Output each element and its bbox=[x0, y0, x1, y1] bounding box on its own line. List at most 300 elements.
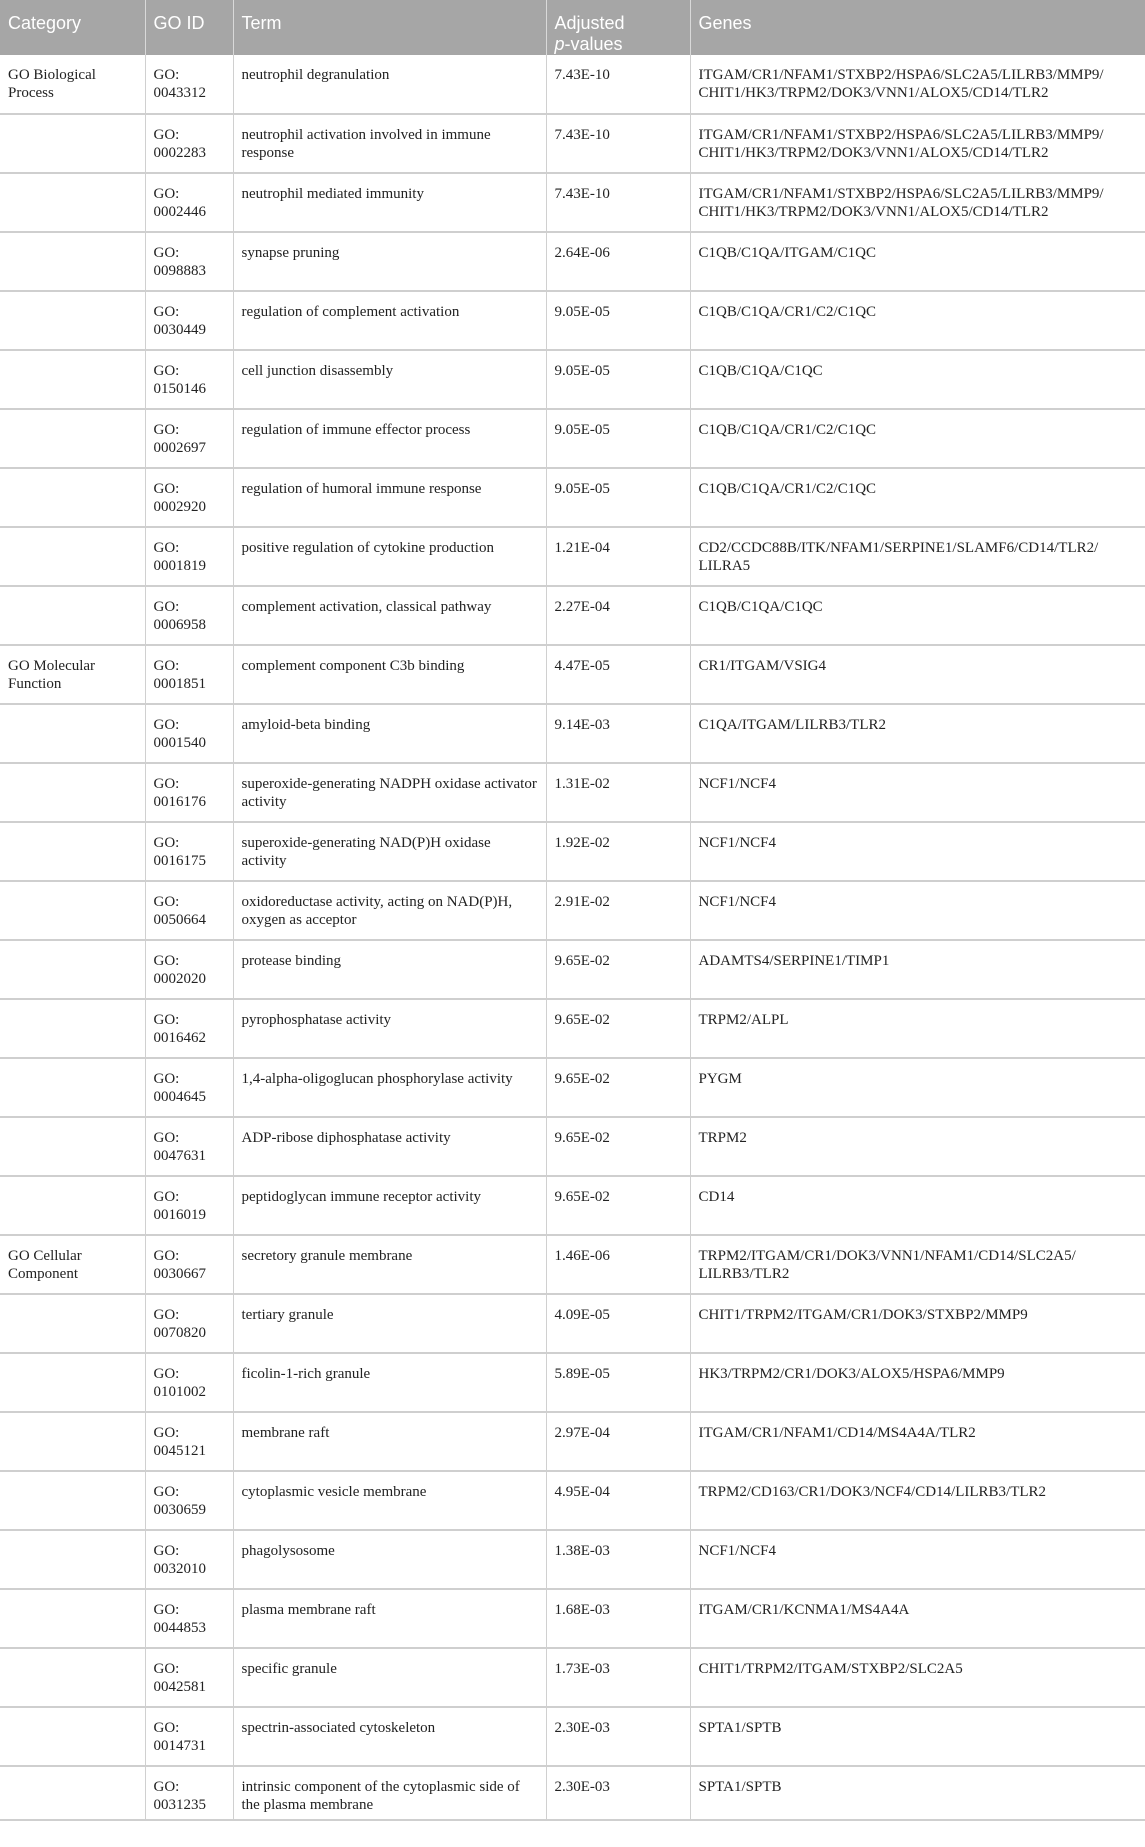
table-row bbox=[0, 940, 1145, 999]
genes-line-1: C1QB/C1QA/ITGAM/C1QC bbox=[698, 245, 877, 261]
genes-cell bbox=[690, 1294, 1145, 1353]
go-id-prefix: GO: bbox=[153, 1484, 180, 1500]
header-term: Term bbox=[233, 0, 546, 55]
term-cell bbox=[233, 1058, 546, 1117]
term-cell bbox=[233, 1294, 546, 1353]
genes-line-1: HK3/TRPM2/CR1/DOK3/ALOX5/HSPA6/MMP9 bbox=[698, 1366, 1005, 1382]
term-cell bbox=[233, 1235, 546, 1294]
category-cell bbox=[0, 350, 145, 409]
category-cell bbox=[0, 1353, 145, 1412]
term-cell bbox=[233, 763, 546, 822]
term-text: membrane raft bbox=[241, 1425, 330, 1441]
category-cell bbox=[0, 881, 145, 940]
genes-line-1: SPTA1/SPTB bbox=[698, 1779, 782, 1795]
adjusted-p-value-cell bbox=[546, 1648, 690, 1707]
table-row bbox=[0, 1766, 1145, 1820]
header-adjusted-p-values bbox=[546, 0, 690, 55]
go-id-prefix: GO: bbox=[153, 481, 180, 497]
go-id-number: 0002446 bbox=[153, 204, 206, 220]
adjusted-p-value-cell bbox=[546, 1353, 690, 1412]
go-id-cell bbox=[145, 409, 233, 468]
term-text: regulation of complement activation bbox=[241, 304, 460, 320]
genes-line-1: TRPM2/ALPL bbox=[698, 1012, 789, 1028]
go-id-prefix: GO: bbox=[153, 1071, 180, 1087]
genes-line-1: CD2/CCDC88B/ITK/NFAM1/SERPINE1/SLAMF6/CD14/TLR2/ bbox=[698, 540, 1099, 556]
go-id-cell bbox=[145, 999, 233, 1058]
table-row bbox=[0, 645, 1145, 704]
adjusted-p-value: 9.05E-05 bbox=[554, 363, 610, 379]
category-line-1: GO Molecular bbox=[8, 658, 96, 674]
term-text: neutrophil activation involved in immune response bbox=[241, 127, 491, 161]
go-id-cell bbox=[145, 586, 233, 645]
go-id-cell bbox=[145, 1707, 233, 1766]
go-id-number: 0098883 bbox=[153, 263, 206, 279]
genes-line-2: LILRB3/TLR2 bbox=[698, 1266, 790, 1282]
table-row bbox=[0, 1412, 1145, 1471]
genes-line-1: CHIT1/TRPM2/ITGAM/STXBP2/SLC2A5 bbox=[698, 1661, 963, 1677]
genes-line-1: C1QA/ITGAM/LILRB3/TLR2 bbox=[698, 717, 886, 733]
adjusted-p-value: 9.65E-02 bbox=[554, 1012, 610, 1028]
table-row bbox=[0, 822, 1145, 881]
go-id-number: 0006958 bbox=[153, 617, 206, 633]
go-id-prefix: GO: bbox=[153, 304, 180, 320]
adjusted-p-value: 7.43E-10 bbox=[554, 186, 610, 202]
go-id-prefix: GO: bbox=[153, 1602, 180, 1618]
genes-line-1: CHIT1/TRPM2/ITGAM/CR1/DOK3/STXBP2/MMP9 bbox=[698, 1307, 1028, 1323]
table-row bbox=[0, 173, 1145, 232]
adjusted-p-value: 9.65E-02 bbox=[554, 1071, 610, 1087]
go-id-number: 0045121 bbox=[153, 1443, 206, 1459]
header-go-id: GO ID bbox=[145, 0, 233, 55]
adjusted-p-value-cell bbox=[546, 1471, 690, 1530]
header-row bbox=[0, 0, 1145, 55]
genes-line-1: NCF1/NCF4 bbox=[698, 776, 777, 792]
term-text: 1,4-alpha-oligoglucan phosphorylase activity bbox=[241, 1071, 513, 1087]
category-cell bbox=[0, 527, 145, 586]
genes-line-1: ITGAM/CR1/NFAM1/STXBP2/HSPA6/SLC2A5/LILRB3/MMP9/ bbox=[698, 127, 1104, 143]
adjusted-p-value: 2.64E-06 bbox=[554, 245, 610, 261]
go-id-cell bbox=[145, 1589, 233, 1648]
genes-cell bbox=[690, 1471, 1145, 1530]
table-row bbox=[0, 704, 1145, 763]
adjusted-p-value-cell bbox=[546, 1707, 690, 1766]
term-text: complement activation, classical pathway bbox=[241, 599, 492, 615]
category-cell bbox=[0, 1235, 145, 1294]
adjusted-p-value: 1.46E-06 bbox=[554, 1248, 610, 1264]
term-cell bbox=[233, 1589, 546, 1648]
category-line-1: GO Cellular bbox=[8, 1248, 82, 1264]
term-cell bbox=[233, 1766, 546, 1820]
genes-line-1: CR1/ITGAM/VSIG4 bbox=[698, 658, 827, 674]
adjusted-p-value-cell bbox=[546, 55, 690, 114]
term-cell bbox=[233, 291, 546, 350]
table-row bbox=[0, 527, 1145, 586]
go-id-prefix: GO: bbox=[153, 127, 180, 143]
category-cell bbox=[0, 704, 145, 763]
category-cell bbox=[0, 1294, 145, 1353]
category-cell bbox=[0, 586, 145, 645]
table-header bbox=[0, 0, 1145, 55]
genes-cell bbox=[690, 1176, 1145, 1235]
go-id-number: 0032010 bbox=[153, 1561, 206, 1577]
genes-line-1: C1QB/C1QA/C1QC bbox=[698, 363, 823, 379]
term-text: pyrophosphatase activity bbox=[241, 1012, 392, 1028]
term-text: oxidoreductase activity, acting on NAD(P)H, oxygen as acceptor bbox=[241, 894, 513, 928]
genes-cell bbox=[690, 114, 1145, 173]
genes-cell bbox=[690, 1058, 1145, 1117]
table-row bbox=[0, 468, 1145, 527]
genes-line-1: SPTA1/SPTB bbox=[698, 1720, 782, 1736]
go-id-number: 0030449 bbox=[153, 322, 206, 338]
go-id-number: 0016462 bbox=[153, 1030, 206, 1046]
table-row bbox=[0, 999, 1145, 1058]
go-id-cell bbox=[145, 1530, 233, 1589]
term-text: neutrophil degranulation bbox=[241, 67, 390, 83]
go-id-number: 0002697 bbox=[153, 440, 206, 456]
go-id-cell bbox=[145, 1412, 233, 1471]
category-cell bbox=[0, 940, 145, 999]
header-p-italic: p bbox=[554, 34, 565, 54]
genes-cell bbox=[690, 173, 1145, 232]
genes-line-1: TRPM2 bbox=[698, 1130, 747, 1146]
term-cell bbox=[233, 55, 546, 114]
adjusted-p-value-cell bbox=[546, 1530, 690, 1589]
adjusted-p-value: 9.65E-02 bbox=[554, 953, 610, 969]
go-id-number: 0001540 bbox=[153, 735, 206, 751]
go-id-prefix: GO: bbox=[153, 1779, 180, 1795]
term-text: specific granule bbox=[241, 1661, 337, 1677]
adjusted-p-value-cell bbox=[546, 645, 690, 704]
term-text: complement component C3b binding bbox=[241, 658, 465, 674]
table-row bbox=[0, 350, 1145, 409]
go-id-prefix: GO: bbox=[153, 422, 180, 438]
adjusted-p-value: 1.92E-02 bbox=[554, 835, 610, 851]
adjusted-p-value-cell bbox=[546, 1766, 690, 1820]
go-id-prefix: GO: bbox=[153, 894, 180, 910]
table-row bbox=[0, 1530, 1145, 1589]
go-id-number: 0150146 bbox=[153, 381, 206, 397]
genes-cell bbox=[690, 527, 1145, 586]
category-cell bbox=[0, 1471, 145, 1530]
term-text: protease binding bbox=[241, 953, 342, 969]
adjusted-p-value: 7.43E-10 bbox=[554, 67, 610, 83]
go-id-number: 0002020 bbox=[153, 971, 206, 987]
term-text: tertiary granule bbox=[241, 1307, 334, 1323]
term-text: superoxide-generating NADPH oxidase activator activity bbox=[241, 776, 537, 810]
genes-line-1: TRPM2/CD163/CR1/DOK3/NCF4/CD14/LILRB3/TLR2 bbox=[698, 1484, 1047, 1500]
go-id-number: 0044853 bbox=[153, 1620, 206, 1636]
table-row bbox=[0, 1117, 1145, 1176]
category-cell bbox=[0, 173, 145, 232]
genes-cell bbox=[690, 1235, 1145, 1294]
genes-cell bbox=[690, 1412, 1145, 1471]
adjusted-p-value-cell bbox=[546, 1412, 690, 1471]
genes-cell bbox=[690, 1766, 1145, 1820]
term-cell bbox=[233, 999, 546, 1058]
adjusted-p-value: 9.14E-03 bbox=[554, 717, 610, 733]
adjusted-p-value-cell bbox=[546, 114, 690, 173]
genes-line-2: LILRA5 bbox=[698, 558, 751, 574]
term-text: peptidoglycan immune receptor activity bbox=[241, 1189, 482, 1205]
table-row bbox=[0, 763, 1145, 822]
genes-cell bbox=[690, 1648, 1145, 1707]
go-id-number: 0031235 bbox=[153, 1797, 206, 1813]
go-id-prefix: GO: bbox=[153, 1661, 180, 1677]
term-cell bbox=[233, 1117, 546, 1176]
term-cell bbox=[233, 1530, 546, 1589]
adjusted-p-value-cell bbox=[546, 1176, 690, 1235]
adjusted-p-value: 4.09E-05 bbox=[554, 1307, 610, 1323]
term-cell bbox=[233, 1707, 546, 1766]
genes-cell bbox=[690, 409, 1145, 468]
adjusted-p-value-cell bbox=[546, 940, 690, 999]
genes-line-1: C1QB/C1QA/CR1/C2/C1QC bbox=[698, 481, 877, 497]
category-cell bbox=[0, 468, 145, 527]
term-cell bbox=[233, 350, 546, 409]
adjusted-p-value-cell bbox=[546, 999, 690, 1058]
category-cell bbox=[0, 1766, 145, 1820]
adjusted-p-value: 1.38E-03 bbox=[554, 1543, 610, 1559]
adjusted-p-value: 2.30E-03 bbox=[554, 1720, 610, 1736]
go-id-cell bbox=[145, 232, 233, 291]
go-id-cell bbox=[145, 1353, 233, 1412]
go-id-prefix: GO: bbox=[153, 363, 180, 379]
adjusted-p-value: 7.43E-10 bbox=[554, 127, 610, 143]
category-cell bbox=[0, 1707, 145, 1766]
genes-line-1: NCF1/NCF4 bbox=[698, 894, 777, 910]
term-text: positive regulation of cytokine production bbox=[241, 540, 494, 556]
go-id-prefix: GO: bbox=[153, 1012, 180, 1028]
go-id-prefix: GO: bbox=[153, 245, 180, 261]
go-id-cell bbox=[145, 645, 233, 704]
genes-line-1: C1QB/C1QA/CR1/C2/C1QC bbox=[698, 422, 877, 438]
go-id-number: 0002283 bbox=[153, 145, 206, 161]
term-text: spectrin-associated cytoskeleton bbox=[241, 1720, 436, 1736]
genes-cell bbox=[690, 1117, 1145, 1176]
category-cell bbox=[0, 1589, 145, 1648]
term-cell bbox=[233, 1471, 546, 1530]
table-row bbox=[0, 1294, 1145, 1353]
term-cell bbox=[233, 1176, 546, 1235]
adjusted-p-value-cell bbox=[546, 763, 690, 822]
genes-line-2: CHIT1/HK3/TRPM2/DOK3/VNN1/ALOX5/CD14/TLR2 bbox=[698, 85, 1049, 101]
go-id-cell bbox=[145, 55, 233, 114]
go-id-prefix: GO: bbox=[153, 1248, 180, 1264]
adjusted-p-value-cell bbox=[546, 291, 690, 350]
genes-line-1: ITGAM/CR1/NFAM1/STXBP2/HSPA6/SLC2A5/LILRB3/MMP9/ bbox=[698, 67, 1104, 83]
genes-line-1: ITGAM/CR1/NFAM1/STXBP2/HSPA6/SLC2A5/LILRB3/MMP9/ bbox=[698, 186, 1104, 202]
category-line-2: Component bbox=[8, 1266, 78, 1282]
genes-cell bbox=[690, 940, 1145, 999]
adjusted-p-value-cell bbox=[546, 232, 690, 291]
adjusted-p-value: 1.31E-02 bbox=[554, 776, 610, 792]
adjusted-p-value-cell bbox=[546, 704, 690, 763]
header-adjusted-line1: Adjusted bbox=[554, 13, 625, 33]
go-id-cell bbox=[145, 527, 233, 586]
category-line-2: Process bbox=[8, 85, 54, 101]
go-id-number: 0001819 bbox=[153, 558, 206, 574]
adjusted-p-value: 9.65E-02 bbox=[554, 1130, 610, 1146]
adjusted-p-value-cell bbox=[546, 468, 690, 527]
term-text: neutrophil mediated immunity bbox=[241, 186, 424, 202]
go-id-cell bbox=[145, 940, 233, 999]
term-cell bbox=[233, 173, 546, 232]
adjusted-p-value: 2.27E-04 bbox=[554, 599, 610, 615]
adjusted-p-value-cell bbox=[546, 1235, 690, 1294]
category-cell bbox=[0, 1648, 145, 1707]
go-id-number: 0101002 bbox=[153, 1384, 206, 1400]
adjusted-p-value-cell bbox=[546, 1058, 690, 1117]
genes-line-1: PYGM bbox=[698, 1071, 742, 1087]
header-category: Category bbox=[0, 0, 145, 55]
go-id-number: 0047631 bbox=[153, 1148, 206, 1164]
genes-line-1: C1QB/C1QA/C1QC bbox=[698, 599, 823, 615]
genes-line-2: CHIT1/HK3/TRPM2/DOK3/VNN1/ALOX5/CD14/TLR2 bbox=[698, 145, 1049, 161]
go-id-number: 0030659 bbox=[153, 1502, 206, 1518]
go-id-cell bbox=[145, 1176, 233, 1235]
category-cell bbox=[0, 1058, 145, 1117]
table-row bbox=[0, 1589, 1145, 1648]
adjusted-p-value: 9.05E-05 bbox=[554, 304, 610, 320]
table-row bbox=[0, 55, 1145, 114]
term-cell bbox=[233, 822, 546, 881]
genes-cell bbox=[690, 1353, 1145, 1412]
go-id-cell bbox=[145, 822, 233, 881]
table-row bbox=[0, 291, 1145, 350]
adjusted-p-value: 2.97E-04 bbox=[554, 1425, 610, 1441]
genes-cell bbox=[690, 586, 1145, 645]
term-cell bbox=[233, 232, 546, 291]
genes-cell bbox=[690, 645, 1145, 704]
genes-cell bbox=[690, 1589, 1145, 1648]
go-id-cell bbox=[145, 881, 233, 940]
go-id-number: 0004645 bbox=[153, 1089, 206, 1105]
go-id-cell bbox=[145, 1235, 233, 1294]
term-cell bbox=[233, 881, 546, 940]
adjusted-p-value-cell bbox=[546, 1589, 690, 1648]
term-cell bbox=[233, 1412, 546, 1471]
adjusted-p-value-cell bbox=[546, 1117, 690, 1176]
category-cell bbox=[0, 1530, 145, 1589]
term-cell bbox=[233, 1648, 546, 1707]
adjusted-p-value: 1.21E-04 bbox=[554, 540, 610, 556]
go-id-number: 0030667 bbox=[153, 1266, 206, 1282]
header-values-suffix: -values bbox=[564, 34, 623, 54]
genes-line-1: ITGAM/CR1/NFAM1/CD14/MS4A4A/TLR2 bbox=[698, 1425, 976, 1441]
go-id-cell bbox=[145, 1471, 233, 1530]
go-id-prefix: GO: bbox=[153, 599, 180, 615]
genes-line-1: C1QB/C1QA/CR1/C2/C1QC bbox=[698, 304, 877, 320]
table-row bbox=[0, 1058, 1145, 1117]
go-id-cell bbox=[145, 704, 233, 763]
category-cell bbox=[0, 55, 145, 114]
adjusted-p-value-cell bbox=[546, 586, 690, 645]
adjusted-p-value-cell bbox=[546, 409, 690, 468]
go-id-cell bbox=[145, 763, 233, 822]
go-id-prefix: GO: bbox=[153, 835, 180, 851]
go-id-prefix: GO: bbox=[153, 776, 180, 792]
category-line-1: GO Biological bbox=[8, 67, 96, 83]
go-id-cell bbox=[145, 114, 233, 173]
table-row bbox=[0, 1353, 1145, 1412]
genes-cell bbox=[690, 55, 1145, 114]
table-row bbox=[0, 1648, 1145, 1707]
go-id-cell bbox=[145, 1117, 233, 1176]
term-text: synapse pruning bbox=[241, 245, 340, 261]
adjusted-p-value-cell bbox=[546, 881, 690, 940]
term-cell bbox=[233, 114, 546, 173]
adjusted-p-value-cell bbox=[546, 822, 690, 881]
go-id-number: 0016175 bbox=[153, 853, 206, 869]
adjusted-p-value: 2.91E-02 bbox=[554, 894, 610, 910]
genes-line-1: ADAMTS4/SERPINE1/TIMP1 bbox=[698, 953, 890, 969]
table-row bbox=[0, 232, 1145, 291]
term-cell bbox=[233, 409, 546, 468]
category-cell bbox=[0, 409, 145, 468]
table-row bbox=[0, 114, 1145, 173]
category-cell bbox=[0, 763, 145, 822]
term-cell bbox=[233, 468, 546, 527]
go-id-prefix: GO: bbox=[153, 717, 180, 733]
go-id-cell bbox=[145, 1294, 233, 1353]
term-cell bbox=[233, 586, 546, 645]
term-text: superoxide-generating NAD(P)H oxidase activity bbox=[241, 835, 491, 869]
genes-line-1: NCF1/NCF4 bbox=[698, 835, 777, 851]
term-cell bbox=[233, 527, 546, 586]
go-id-cell bbox=[145, 291, 233, 350]
header-genes: Genes bbox=[690, 0, 1145, 55]
term-text: regulation of humoral immune response bbox=[241, 481, 482, 497]
go-id-cell bbox=[145, 350, 233, 409]
adjusted-p-value: 1.73E-03 bbox=[554, 1661, 610, 1677]
go-id-number: 0042581 bbox=[153, 1679, 206, 1695]
category-line-2: Function bbox=[8, 676, 62, 692]
term-cell bbox=[233, 704, 546, 763]
go-id-cell bbox=[145, 1648, 233, 1707]
genes-line-1: ITGAM/CR1/KCNMA1/MS4A4A bbox=[698, 1602, 910, 1618]
genes-cell bbox=[690, 763, 1145, 822]
go-id-prefix: GO: bbox=[153, 1425, 180, 1441]
genes-cell bbox=[690, 822, 1145, 881]
adjusted-p-value: 4.47E-05 bbox=[554, 658, 610, 674]
go-id-number: 0001851 bbox=[153, 676, 206, 692]
term-text: ficolin-1-rich granule bbox=[241, 1366, 371, 1382]
adjusted-p-value: 5.89E-05 bbox=[554, 1366, 610, 1382]
adjusted-p-value: 9.05E-05 bbox=[554, 422, 610, 438]
adjusted-p-value-cell bbox=[546, 527, 690, 586]
table-body bbox=[0, 55, 1145, 1820]
term-text: amyloid-beta binding bbox=[241, 717, 371, 733]
genes-line-1: NCF1/NCF4 bbox=[698, 1543, 777, 1559]
category-cell bbox=[0, 645, 145, 704]
genes-cell bbox=[690, 468, 1145, 527]
category-cell bbox=[0, 999, 145, 1058]
genes-cell bbox=[690, 1530, 1145, 1589]
category-cell bbox=[0, 822, 145, 881]
go-id-cell bbox=[145, 1058, 233, 1117]
term-text: cytoplasmic vesicle membrane bbox=[241, 1484, 427, 1500]
genes-line-1: CD14 bbox=[698, 1189, 735, 1205]
adjusted-p-value: 2.30E-03 bbox=[554, 1779, 610, 1795]
go-id-number: 0050664 bbox=[153, 912, 206, 928]
go-id-prefix: GO: bbox=[153, 1720, 180, 1736]
go-id-prefix: GO: bbox=[153, 1307, 180, 1323]
table-row bbox=[0, 1707, 1145, 1766]
category-cell bbox=[0, 232, 145, 291]
table-row bbox=[0, 586, 1145, 645]
genes-cell bbox=[690, 704, 1145, 763]
go-id-number: 0043312 bbox=[153, 85, 206, 101]
